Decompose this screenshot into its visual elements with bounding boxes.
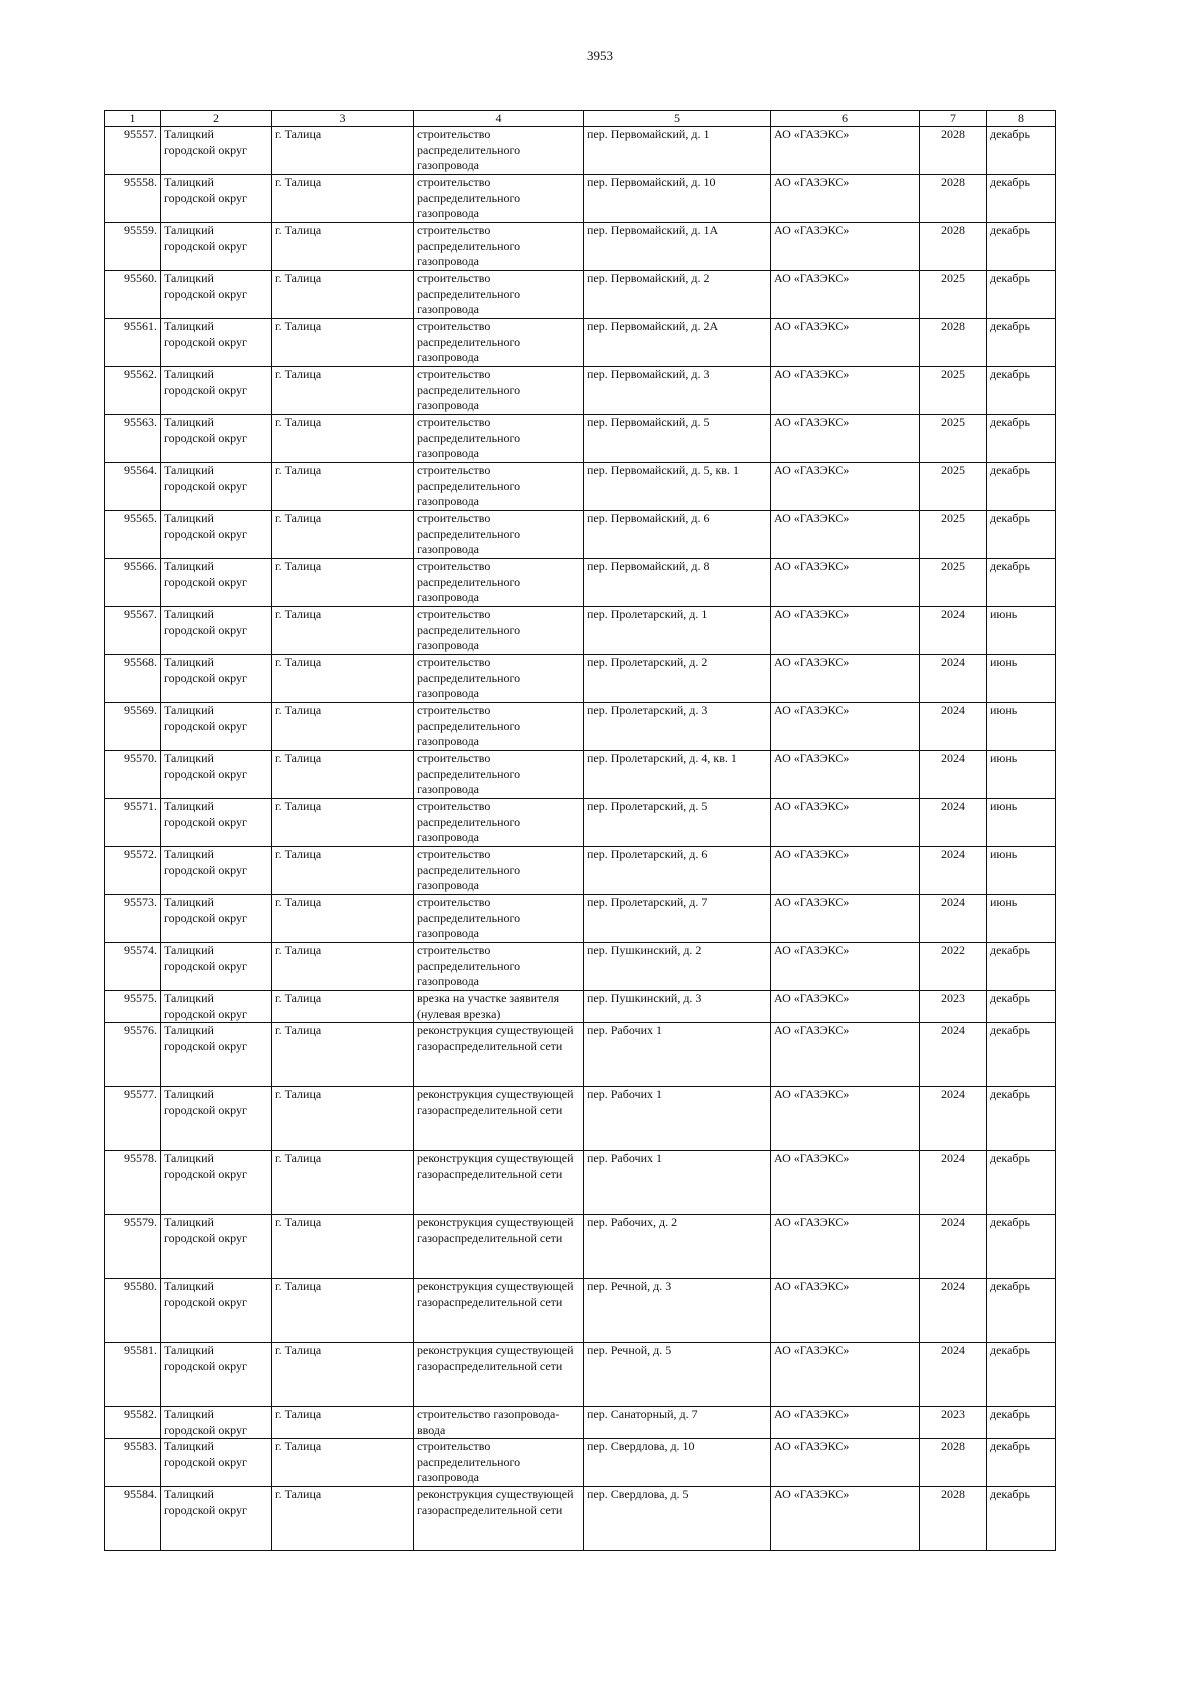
month-cell: декабрь <box>987 559 1056 607</box>
row-number-cell: 95558. <box>105 175 161 223</box>
year-cell: 2022 <box>920 943 987 991</box>
table-row <box>105 175 1056 223</box>
organization-cell: АО «ГАЗЭКС» <box>771 847 920 895</box>
organization-cell: АО «ГАЗЭКС» <box>771 511 920 559</box>
column-header: 1 <box>105 111 161 127</box>
table-row <box>105 319 1056 367</box>
month-cell: июнь <box>987 895 1056 943</box>
municipality-cell: Талицкий городской округ <box>161 1343 272 1407</box>
settlement-cell: г. Талица <box>272 1487 414 1551</box>
table-row <box>105 271 1056 319</box>
settlement-cell: г. Талица <box>272 559 414 607</box>
year-cell: 2025 <box>920 415 987 463</box>
year-cell: 2024 <box>920 1215 987 1279</box>
year-cell: 2025 <box>920 511 987 559</box>
organization-cell: АО «ГАЗЭКС» <box>771 319 920 367</box>
organization-cell: АО «ГАЗЭКС» <box>771 751 920 799</box>
work-type-cell: врезка на участке заявителя (нулевая врезка) <box>414 991 584 1023</box>
municipality-cell: Талицкий городской округ <box>161 127 272 175</box>
table-row <box>105 1215 1056 1279</box>
settlement-cell: г. Талица <box>272 175 414 223</box>
table-row <box>105 1439 1056 1487</box>
settlement-cell: г. Талица <box>272 1407 414 1439</box>
organization-cell: АО «ГАЗЭКС» <box>771 1151 920 1215</box>
address-cell: пер. Речной, д. 3 <box>584 1279 771 1343</box>
row-number-cell: 95565. <box>105 511 161 559</box>
row-number-cell: 95571. <box>105 799 161 847</box>
month-cell: декабрь <box>987 127 1056 175</box>
work-type-cell: реконструкция существующей газораспределительной сети <box>414 1343 584 1407</box>
work-type-cell: строительство распределительного газопровода <box>414 895 584 943</box>
municipality-cell: Талицкий городской округ <box>161 1279 272 1343</box>
work-type-cell: строительство газопровода-ввода <box>414 1407 584 1439</box>
work-type-cell: реконструкция существующей газораспределительной сети <box>414 1215 584 1279</box>
year-cell: 2025 <box>920 463 987 511</box>
column-header: 4 <box>414 111 584 127</box>
row-number-cell: 95579. <box>105 1215 161 1279</box>
settlement-cell: г. Талица <box>272 1343 414 1407</box>
address-cell: пер. Рабочих 1 <box>584 1023 771 1087</box>
address-cell: пер. Первомайский, д. 10 <box>584 175 771 223</box>
column-header: 5 <box>584 111 771 127</box>
row-number-cell: 95570. <box>105 751 161 799</box>
work-type-cell: реконструкция существующей газораспределительной сети <box>414 1487 584 1551</box>
table-row <box>105 1343 1056 1407</box>
work-type-cell: строительство распределительного газопровода <box>414 655 584 703</box>
organization-cell: АО «ГАЗЭКС» <box>771 127 920 175</box>
table-row <box>105 223 1056 271</box>
row-number-cell: 95578. <box>105 1151 161 1215</box>
settlement-cell: г. Талица <box>272 127 414 175</box>
municipality-cell: Талицкий городской округ <box>161 559 272 607</box>
column-header: 2 <box>161 111 272 127</box>
settlement-cell: г. Талица <box>272 367 414 415</box>
municipality-cell: Талицкий городской округ <box>161 1215 272 1279</box>
municipality-cell: Талицкий городской округ <box>161 847 272 895</box>
work-type-cell: строительство распределительного газопровода <box>414 847 584 895</box>
settlement-cell: г. Талица <box>272 751 414 799</box>
row-number-cell: 95557. <box>105 127 161 175</box>
municipality-cell: Талицкий городской округ <box>161 511 272 559</box>
organization-cell: АО «ГАЗЭКС» <box>771 799 920 847</box>
month-cell: декабрь <box>987 1407 1056 1439</box>
address-cell: пер. Санаторный, д. 7 <box>584 1407 771 1439</box>
address-cell: пер. Рабочих 1 <box>584 1151 771 1215</box>
work-type-cell: строительство распределительного газопровода <box>414 463 584 511</box>
organization-cell: АО «ГАЗЭКС» <box>771 703 920 751</box>
settlement-cell: г. Талица <box>272 943 414 991</box>
table-row <box>105 703 1056 751</box>
table-row <box>105 367 1056 415</box>
address-cell: пер. Первомайский, д. 5 <box>584 415 771 463</box>
table-row <box>105 751 1056 799</box>
address-cell: пер. Пушкинский, д. 2 <box>584 943 771 991</box>
row-number-cell: 95566. <box>105 559 161 607</box>
municipality-cell: Талицкий городской округ <box>161 1439 272 1487</box>
work-type-cell: строительство распределительного газопровода <box>414 511 584 559</box>
row-number-cell: 95564. <box>105 463 161 511</box>
header-row <box>105 111 1056 127</box>
row-number-cell: 95582. <box>105 1407 161 1439</box>
row-number-cell: 95576. <box>105 1023 161 1087</box>
row-number-cell: 95559. <box>105 223 161 271</box>
column-header: 6 <box>771 111 920 127</box>
organization-cell: АО «ГАЗЭКС» <box>771 1407 920 1439</box>
settlement-cell: г. Талица <box>272 895 414 943</box>
row-number-cell: 95568. <box>105 655 161 703</box>
work-type-cell: строительство распределительного газопровода <box>414 271 584 319</box>
year-cell: 2023 <box>920 991 987 1023</box>
year-cell: 2024 <box>920 1343 987 1407</box>
settlement-cell: г. Талица <box>272 1279 414 1343</box>
work-type-cell: реконструкция существующей газораспределительной сети <box>414 1151 584 1215</box>
settlement-cell: г. Талица <box>272 271 414 319</box>
work-type-cell: реконструкция существующей газораспределительной сети <box>414 1023 584 1087</box>
settlement-cell: г. Талица <box>272 223 414 271</box>
month-cell: декабрь <box>987 319 1056 367</box>
table-row <box>105 799 1056 847</box>
year-cell: 2025 <box>920 271 987 319</box>
work-type-cell: реконструкция существующей газораспределительной сети <box>414 1279 584 1343</box>
month-cell: декабрь <box>987 223 1056 271</box>
table-row <box>105 1279 1056 1343</box>
month-cell: июнь <box>987 751 1056 799</box>
settlement-cell: г. Талица <box>272 1215 414 1279</box>
work-type-cell: строительство распределительного газопровода <box>414 223 584 271</box>
page-number: 3953 <box>587 48 613 63</box>
year-cell: 2024 <box>920 607 987 655</box>
organization-cell: АО «ГАЗЭКС» <box>771 1087 920 1151</box>
municipality-cell: Талицкий городской округ <box>161 271 272 319</box>
column-header: 8 <box>987 111 1056 127</box>
address-cell: пер. Пролетарский, д. 2 <box>584 655 771 703</box>
settlement-cell: г. Талица <box>272 415 414 463</box>
month-cell: декабрь <box>987 511 1056 559</box>
settlement-cell: г. Талица <box>272 511 414 559</box>
work-type-cell: строительство распределительного газопровода <box>414 175 584 223</box>
settlement-cell: г. Талица <box>272 991 414 1023</box>
address-cell: пер. Рабочих, д. 2 <box>584 1215 771 1279</box>
settlement-cell: г. Талица <box>272 847 414 895</box>
organization-cell: АО «ГАЗЭКС» <box>771 175 920 223</box>
organization-cell: АО «ГАЗЭКС» <box>771 1279 920 1343</box>
work-type-cell: строительство распределительного газопровода <box>414 559 584 607</box>
work-type-cell: строительство распределительного газопровода <box>414 751 584 799</box>
address-cell: пер. Пролетарский, д. 1 <box>584 607 771 655</box>
row-number-cell: 95577. <box>105 1087 161 1151</box>
municipality-cell: Талицкий городской округ <box>161 415 272 463</box>
work-type-cell: строительство распределительного газопровода <box>414 367 584 415</box>
organization-cell: АО «ГАЗЭКС» <box>771 607 920 655</box>
table-row <box>105 895 1056 943</box>
work-type-cell: строительство распределительного газопровода <box>414 127 584 175</box>
address-cell: пер. Рабочих 1 <box>584 1087 771 1151</box>
address-cell: пер. Первомайский, д. 2А <box>584 319 771 367</box>
month-cell: декабрь <box>987 1439 1056 1487</box>
month-cell: декабрь <box>987 991 1056 1023</box>
municipality-cell: Талицкий городской округ <box>161 223 272 271</box>
year-cell: 2024 <box>920 895 987 943</box>
organization-cell: АО «ГАЗЭКС» <box>771 1439 920 1487</box>
address-cell: пер. Пролетарский, д. 5 <box>584 799 771 847</box>
year-cell: 2028 <box>920 319 987 367</box>
year-cell: 2025 <box>920 559 987 607</box>
settlement-cell: г. Талица <box>272 655 414 703</box>
organization-cell: АО «ГАЗЭКС» <box>771 943 920 991</box>
municipality-cell: Талицкий городской округ <box>161 655 272 703</box>
address-cell: пер. Свердлова, д. 5 <box>584 1487 771 1551</box>
settlement-cell: г. Талица <box>272 607 414 655</box>
organization-cell: АО «ГАЗЭКС» <box>771 991 920 1023</box>
month-cell: декабрь <box>987 1279 1056 1343</box>
table-row <box>105 127 1056 175</box>
settlement-cell: г. Талица <box>272 703 414 751</box>
month-cell: декабрь <box>987 367 1056 415</box>
municipality-cell: Талицкий городской округ <box>161 1487 272 1551</box>
register-table <box>104 110 1056 1551</box>
row-number-cell: 95560. <box>105 271 161 319</box>
work-type-cell: строительство распределительного газопровода <box>414 607 584 655</box>
address-cell: пер. Первомайский, д. 2 <box>584 271 771 319</box>
row-number-cell: 95573. <box>105 895 161 943</box>
year-cell: 2028 <box>920 223 987 271</box>
organization-cell: АО «ГАЗЭКС» <box>771 223 920 271</box>
year-cell: 2025 <box>920 367 987 415</box>
municipality-cell: Талицкий городской округ <box>161 1023 272 1087</box>
year-cell: 2024 <box>920 1279 987 1343</box>
organization-cell: АО «ГАЗЭКС» <box>771 415 920 463</box>
address-cell: пер. Пролетарский, д. 6 <box>584 847 771 895</box>
organization-cell: АО «ГАЗЭКС» <box>771 655 920 703</box>
address-cell: пер. Пролетарский, д. 3 <box>584 703 771 751</box>
row-number-cell: 95574. <box>105 943 161 991</box>
year-cell: 2028 <box>920 127 987 175</box>
settlement-cell: г. Талица <box>272 463 414 511</box>
month-cell: декабрь <box>987 271 1056 319</box>
year-cell: 2024 <box>920 799 987 847</box>
settlement-cell: г. Талица <box>272 1087 414 1151</box>
table-row <box>105 415 1056 463</box>
table-row <box>105 1087 1056 1151</box>
month-cell: декабрь <box>987 1151 1056 1215</box>
table-row <box>105 1023 1056 1087</box>
organization-cell: АО «ГАЗЭКС» <box>771 1487 920 1551</box>
column-header: 7 <box>920 111 987 127</box>
organization-cell: АО «ГАЗЭКС» <box>771 895 920 943</box>
work-type-cell: строительство распределительного газопровода <box>414 319 584 367</box>
year-cell: 2028 <box>920 1439 987 1487</box>
settlement-cell: г. Талица <box>272 1023 414 1087</box>
row-number-cell: 95572. <box>105 847 161 895</box>
municipality-cell: Талицкий городской округ <box>161 943 272 991</box>
table-row <box>105 463 1056 511</box>
settlement-cell: г. Талица <box>272 1151 414 1215</box>
row-number-cell: 95567. <box>105 607 161 655</box>
organization-cell: АО «ГАЗЭКС» <box>771 463 920 511</box>
month-cell: декабрь <box>987 175 1056 223</box>
year-cell: 2023 <box>920 1407 987 1439</box>
row-number-cell: 95584. <box>105 1487 161 1551</box>
month-cell: июнь <box>987 799 1056 847</box>
table-row <box>105 559 1056 607</box>
row-number-cell: 95562. <box>105 367 161 415</box>
year-cell: 2024 <box>920 1151 987 1215</box>
address-cell: пер. Речной, д. 5 <box>584 1343 771 1407</box>
table-row <box>105 511 1056 559</box>
municipality-cell: Талицкий городской округ <box>161 895 272 943</box>
organization-cell: АО «ГАЗЭКС» <box>771 559 920 607</box>
municipality-cell: Талицкий городской округ <box>161 1151 272 1215</box>
organization-cell: АО «ГАЗЭКС» <box>771 1343 920 1407</box>
month-cell: декабрь <box>987 943 1056 991</box>
municipality-cell: Талицкий городской округ <box>161 607 272 655</box>
work-type-cell: строительство распределительного газопровода <box>414 1439 584 1487</box>
municipality-cell: Талицкий городской округ <box>161 319 272 367</box>
municipality-cell: Талицкий городской округ <box>161 799 272 847</box>
work-type-cell: строительство распределительного газопровода <box>414 943 584 991</box>
row-number-cell: 95581. <box>105 1343 161 1407</box>
address-cell: пер. Первомайский, д. 1А <box>584 223 771 271</box>
table-row <box>105 991 1056 1023</box>
address-cell: пер. Первомайский, д. 5, кв. 1 <box>584 463 771 511</box>
address-cell: пер. Свердлова, д. 10 <box>584 1439 771 1487</box>
work-type-cell: реконструкция существующей газораспределительной сети <box>414 1087 584 1151</box>
year-cell: 2028 <box>920 175 987 223</box>
table-body <box>105 127 1056 1551</box>
work-type-cell: строительство распределительного газопровода <box>414 415 584 463</box>
work-type-cell: строительство распределительного газопровода <box>414 703 584 751</box>
table-row <box>105 1151 1056 1215</box>
table-row <box>105 847 1056 895</box>
month-cell: июнь <box>987 703 1056 751</box>
month-cell: декабрь <box>987 1215 1056 1279</box>
table-row <box>105 1487 1056 1551</box>
month-cell: июнь <box>987 607 1056 655</box>
month-cell: декабрь <box>987 1487 1056 1551</box>
row-number-cell: 95563. <box>105 415 161 463</box>
address-cell: пер. Первомайский, д. 8 <box>584 559 771 607</box>
year-cell: 2024 <box>920 1023 987 1087</box>
month-cell: декабрь <box>987 1343 1056 1407</box>
municipality-cell: Талицкий городской округ <box>161 367 272 415</box>
address-cell: пер. Первомайский, д. 3 <box>584 367 771 415</box>
address-cell: пер. Пушкинский, д. 3 <box>584 991 771 1023</box>
settlement-cell: г. Талица <box>272 1439 414 1487</box>
year-cell: 2024 <box>920 655 987 703</box>
table-row <box>105 1407 1056 1439</box>
table-row <box>105 655 1056 703</box>
municipality-cell: Талицкий городской округ <box>161 463 272 511</box>
table-row <box>105 607 1056 655</box>
address-cell: пер. Первомайский, д. 6 <box>584 511 771 559</box>
month-cell: июнь <box>987 655 1056 703</box>
settlement-cell: г. Талица <box>272 319 414 367</box>
year-cell: 2024 <box>920 1087 987 1151</box>
row-number-cell: 95575. <box>105 991 161 1023</box>
year-cell: 2024 <box>920 703 987 751</box>
month-cell: декабрь <box>987 415 1056 463</box>
municipality-cell: Талицкий городской округ <box>161 1407 272 1439</box>
settlement-cell: г. Талица <box>272 799 414 847</box>
row-number-cell: 95561. <box>105 319 161 367</box>
year-cell: 2024 <box>920 847 987 895</box>
address-cell: пер. Пролетарский, д. 4, кв. 1 <box>584 751 771 799</box>
month-cell: июнь <box>987 847 1056 895</box>
municipality-cell: Талицкий городской округ <box>161 175 272 223</box>
organization-cell: АО «ГАЗЭКС» <box>771 1023 920 1087</box>
work-type-cell: строительство распределительного газопровода <box>414 799 584 847</box>
year-cell: 2024 <box>920 751 987 799</box>
organization-cell: АО «ГАЗЭКС» <box>771 367 920 415</box>
month-cell: декабрь <box>987 1087 1056 1151</box>
month-cell: декабрь <box>987 1023 1056 1087</box>
organization-cell: АО «ГАЗЭКС» <box>771 1215 920 1279</box>
year-cell: 2028 <box>920 1487 987 1551</box>
row-number-cell: 95569. <box>105 703 161 751</box>
address-cell: пер. Первомайский, д. 1 <box>584 127 771 175</box>
month-cell: декабрь <box>987 463 1056 511</box>
row-number-cell: 95583. <box>105 1439 161 1487</box>
row-number-cell: 95580. <box>105 1279 161 1343</box>
table-row <box>105 943 1056 991</box>
municipality-cell: Талицкий городской округ <box>161 1087 272 1151</box>
municipality-cell: Талицкий городской округ <box>161 751 272 799</box>
column-header: 3 <box>272 111 414 127</box>
organization-cell: АО «ГАЗЭКС» <box>771 271 920 319</box>
address-cell: пер. Пролетарский, д. 7 <box>584 895 771 943</box>
municipality-cell: Талицкий городской округ <box>161 991 272 1023</box>
municipality-cell: Талицкий городской округ <box>161 703 272 751</box>
